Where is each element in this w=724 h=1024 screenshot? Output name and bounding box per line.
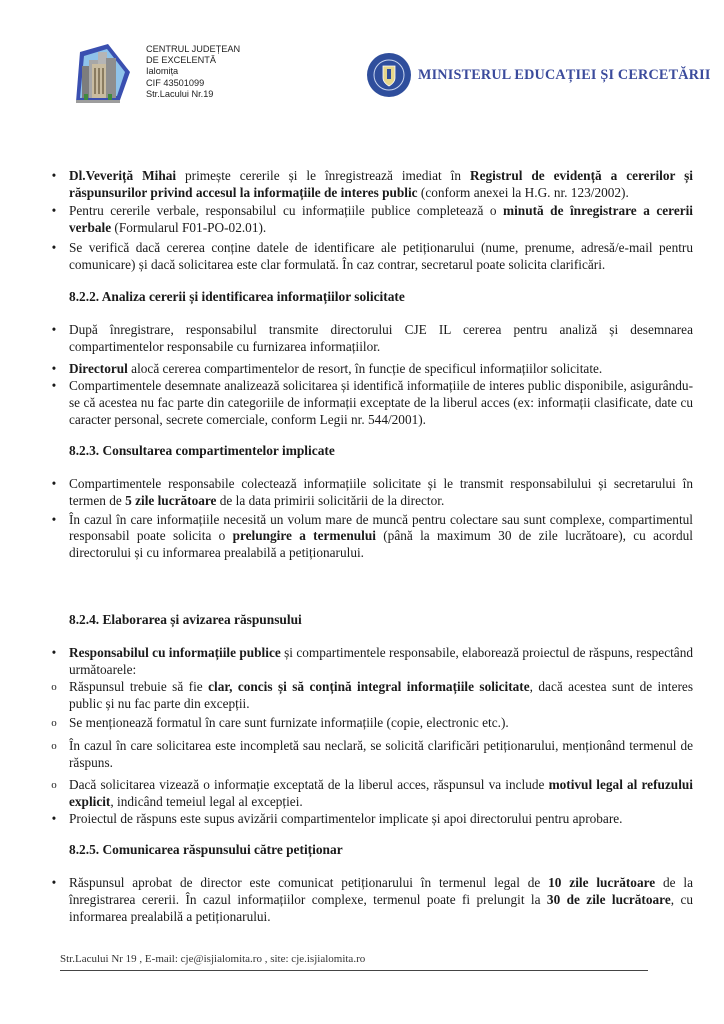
- circle-bullet-icon: o: [51, 739, 57, 752]
- list-item: [48, 875, 693, 926]
- text: Răspunsul trebuie să fie: [69, 678, 209, 694]
- text: Compartimentele responsabile colectează informațiile solicitate și le transmit responsabilului și secretarului în termen de: [69, 475, 693, 508]
- text: (conform anexei la H.G. nr. 123/2002).: [417, 184, 629, 200]
- text: Compartimentele desemnate analizează solicitarea și identifică informațiile de interes public disponibile, asigurându-se că acestea nu fac parte din categoriile de informații exceptate de la liberul acces (ex: informații clasificate, date cu caracter personal, secrete comerciale, conform Legii nr. 544/2001).: [69, 378, 693, 427]
- cje-line: Ialomița: [146, 66, 179, 77]
- bold-text: Dl.Veveriță Mihai: [69, 168, 177, 183]
- list-item: [48, 322, 693, 356]
- spacer: [48, 273, 693, 289]
- bold-text: Responsabilul cu informațiile publice: [69, 645, 281, 661]
- spacer: [48, 429, 693, 443]
- bullet-icon: •: [51, 645, 57, 661]
- cje-line: CIF 43501099: [146, 77, 205, 88]
- bold-text: 5 zile lucrătoare: [125, 492, 217, 508]
- bullet-icon: •: [51, 475, 57, 491]
- bullet-icon: •: [51, 811, 57, 827]
- spacer: [48, 460, 693, 476]
- spacer: [48, 562, 693, 612]
- text: Proiectul de răspuns este supus avizării compartimentelor implicate și apoi directorului pentru aprobare.: [69, 811, 623, 827]
- section-heading: 8.2.2. Analiza cererii și identificarea informațiilor solicitate: [69, 289, 405, 305]
- text: , dacă acestea sunt de interes public și nu fac parte din excepții.: [69, 678, 693, 711]
- footer-contact: Str.Lacului Nr 19 , E-mail: cje@isjialomita.ro , site: cje.isjialomita.ro: [60, 953, 366, 965]
- section-heading: 8.2.5. Comunicarea răspunsului către petiționar: [69, 842, 343, 858]
- text: Răspunsul aprobat de director este comunicat petiționarului în termenul legal de: [69, 875, 549, 891]
- list-item: [48, 811, 693, 828]
- text: În cazul în care informațiile necesită un volum mare de muncă pentru colectare sau sunt complexe, compartimentul responsabil poate solicita o: [69, 511, 693, 544]
- spacer: [48, 828, 693, 842]
- text: , cu informarea prealabilă a petiționarului.: [69, 892, 694, 924]
- sub-list-item: [48, 738, 693, 772]
- ministry-name: MINISTERUL EDUCAȚIEI ȘI CERCETĂRII: [418, 66, 711, 83]
- text: și compartimentele responsabile, elaborează proiectul de răspuns, respectând următoarele:: [69, 645, 693, 678]
- text: (până la maximum 30 de zile lucrătoare), cu acordul directorului și cu informarea prealabilă a petiționarului.: [69, 528, 693, 561]
- list-item: [48, 645, 693, 679]
- ministry-branding: [366, 52, 711, 98]
- bold-text: motivul legal al refuzului explicit: [69, 777, 693, 810]
- text: (Formularul F01-PO-02.01).: [111, 219, 267, 235]
- document-body: [48, 168, 693, 926]
- spacer: [48, 629, 693, 645]
- text: Dacă solicitarea vizează o informație exceptată de la liberul acces, răspunsul va include: [69, 777, 549, 793]
- building-logo-icon: [70, 42, 132, 106]
- ministry-seal-icon: [366, 52, 412, 98]
- cje-line: DE EXCELENTĂ: [146, 55, 216, 66]
- spacer: [48, 859, 693, 875]
- text: , indicând temeiul legal al excepției.: [110, 794, 303, 810]
- bold-text: clar, concis și să conțină integral informațiile solicitate: [208, 678, 530, 694]
- list-item: [48, 378, 693, 429]
- sub-list-item: [48, 777, 693, 811]
- text: După înregistrare, responsabilul transmite directorului CJE IL cererea pentru analiză și desemnarea compartimentelor responsabile cu furnizarea informațiilor.: [69, 322, 693, 355]
- bullet-icon: •: [51, 361, 57, 377]
- section-heading: 8.2.4. Elaborarea și avizarea răspunsului: [69, 612, 302, 628]
- circle-bullet-icon: o: [51, 680, 57, 693]
- list-item: [48, 512, 693, 563]
- bold-text: minută de înregistrare a cererii verbale: [69, 202, 694, 235]
- footer-divider: [60, 970, 648, 971]
- text: alocă cererea compartimentelor de resort, în funcție de specificul informațiilor solicitate.: [127, 361, 603, 377]
- list-item: [48, 476, 693, 510]
- bullet-icon: •: [51, 511, 57, 527]
- text: de la înregistrarea cererii. În cazul informațiilor complexe, termenul poate fi prelungit la: [69, 875, 694, 907]
- bold-text: 30 de zile lucrătoare: [546, 892, 671, 907]
- cje-line: CENTRUL JUDEȚEAN: [146, 44, 241, 54]
- bold-text: Directorul: [69, 361, 128, 377]
- text: Se menționează formatul în care sunt furnizate informațiile (copie, electronic etc.).: [69, 714, 509, 730]
- bullet-icon: •: [51, 168, 57, 183]
- spacer: [48, 306, 693, 322]
- bold-text: 10 zile lucrătoare: [548, 875, 656, 891]
- text: de la data primirii solicitării de la director.: [216, 492, 445, 508]
- sub-list-item: [48, 679, 693, 713]
- section-heading: 8.2.3. Consultarea compartimentelor implicate: [69, 442, 335, 458]
- cje-line: Str.Lacului Nr.19: [146, 88, 214, 99]
- text: În cazul în care solicitarea este incompletă sau neclară, se solicită clarificări petiționarului, menționând termenul de răspuns.: [69, 737, 693, 770]
- sub-list-item: [48, 715, 693, 732]
- page-header: [0, 0, 724, 130]
- list-item: [48, 361, 693, 378]
- text: Se verifică dacă cererea conține datele de identificare ale petiționarului (nume, prenume, adresă/e-mail pentru comunicare) și dacă solicitarea este clar formulată. În caz contrar, secretarul poate solicita clarificări.: [69, 239, 693, 272]
- bullet-icon: •: [51, 202, 57, 218]
- list-item: [48, 240, 693, 274]
- list-item: [48, 203, 693, 237]
- text: primește cererile și le înregistrează imediat în: [176, 168, 470, 183]
- institution-info: [146, 44, 240, 100]
- bullet-icon: •: [51, 875, 57, 891]
- circle-bullet-icon: o: [51, 779, 57, 792]
- list-item: [48, 168, 693, 202]
- text: Pentru cererile verbale, responsabilul cu informațiile publice completează o: [69, 202, 504, 218]
- bullet-icon: •: [51, 378, 57, 394]
- bold-text: Registrul de evidență a cererilor și răspunsurilor privind accesul la informațiile de interes public: [69, 168, 694, 200]
- bullet-icon: •: [51, 239, 57, 255]
- bullet-icon: •: [51, 322, 57, 338]
- circle-bullet-icon: o: [51, 716, 57, 729]
- bold-text: prelungire a termenului: [232, 528, 376, 544]
